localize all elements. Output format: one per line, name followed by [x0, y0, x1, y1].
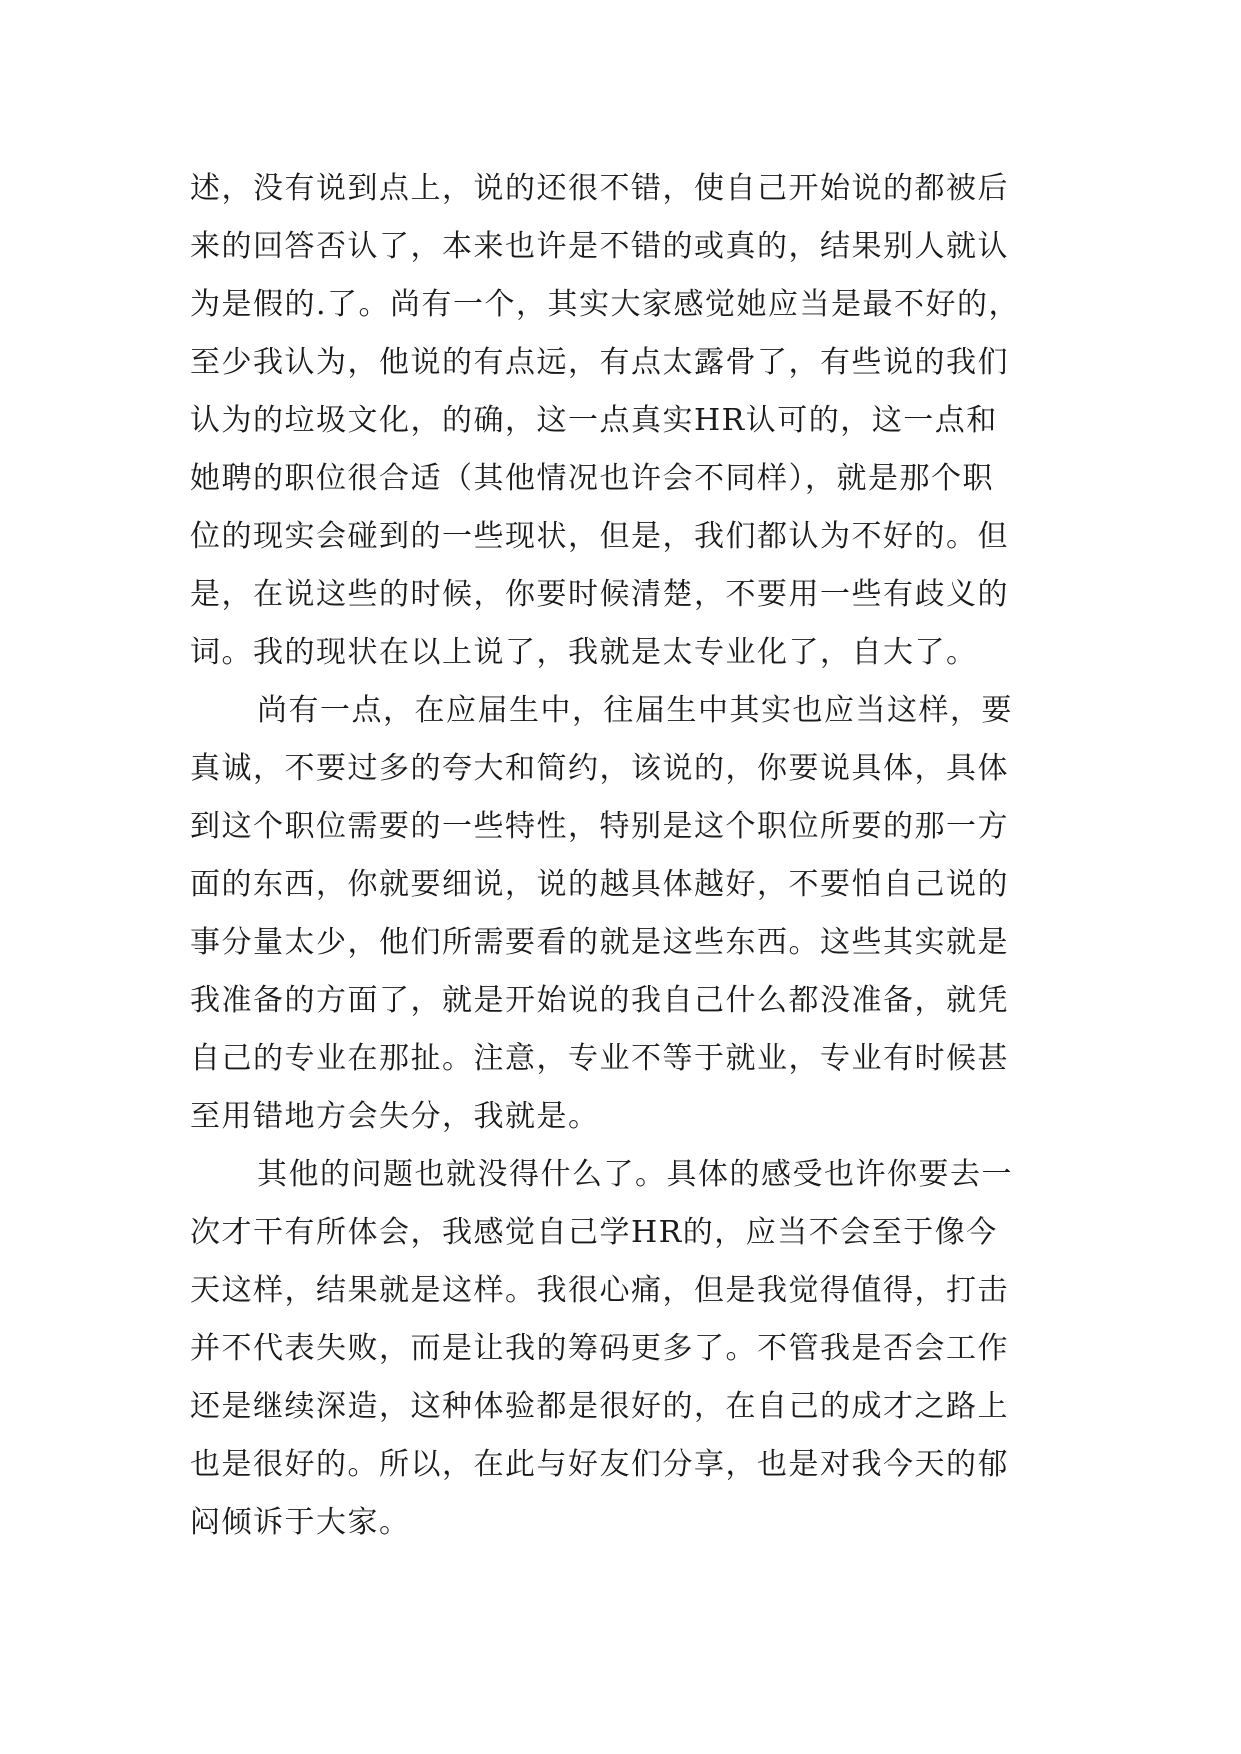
text-line: 到这个职位需要的一些特性，特别是这个职位所要的那一方 — [190, 809, 1009, 844]
text-line: 为是假的.了。尚有一个，其实大家感觉她应当是最不好的， — [190, 287, 1021, 322]
paragraph-3 — [190, 1146, 1070, 1552]
text-line: 来的回答否认了，本来也许是不错的或真的，结果别人就认 — [190, 229, 1009, 264]
text-line: 面的东西，你就要细说，说的越具体越好，不要怕自己说的 — [190, 867, 1009, 902]
text-line: 位的现实会碰到的一些现状，但是，我们都认为不好的。但 — [190, 519, 1009, 554]
text-line: 词。我的现状在以上说了，我就是太专业化了，自大了。 — [190, 635, 978, 670]
text-line: 也是很好的。所以，在此与好友们分享，也是对我今天的郁 — [190, 1447, 1009, 1482]
text-line: 次才干有所体会，我感觉自己学HR的，应当不会至于像今 — [190, 1215, 998, 1250]
text-line: 自己的专业在那扯。注意，专业不等于就业，专业有时候甚 — [190, 1041, 1009, 1076]
paragraph-1 — [190, 160, 1070, 682]
text-line: 还是继续深造，这种体验都是很好的，在自己的成才之路上 — [190, 1389, 1009, 1424]
text-line: 天这样，结果就是这样。我很心痛，但是我觉得值得，打击 — [190, 1273, 1009, 1308]
paragraph-2 — [190, 682, 1070, 1146]
text-line: 其他的问题也就没得什么了。具体的感受也许你要去一 — [257, 1157, 1013, 1192]
text-line: 尚有一点，在应届生中，往届生中其实也应当这样，要 — [257, 693, 1013, 728]
text-line: 事分量太少，他们所需要看的就是这些东西。这些其实就是 — [190, 925, 1009, 960]
text-line: 真诚，不要过多的夸大和简约，该说的，你要说具体，具体 — [190, 751, 1009, 786]
text-line: 至少我认为，他说的有点远，有点太露骨了，有些说的我们 — [190, 345, 1009, 380]
text-line: 闷倾诉于大家。 — [190, 1505, 411, 1540]
text-line: 认为的垃圾文化，的确，这一点真实HR认可的，这一点和 — [190, 403, 998, 438]
text-line: 是，在说这些的时候，你要时候清楚，不要用一些有歧义的 — [190, 577, 1009, 612]
text-line: 并不代表失败，而是让我的筹码更多了。不管我是否会工作 — [190, 1331, 1009, 1366]
text-line: 我准备的方面了，就是开始说的我自己什么都没准备，就凭 — [190, 983, 1009, 1018]
body-text — [190, 160, 1070, 1552]
text-line: 述，没有说到点上，说的还很不错，使自己开始说的都被后 — [190, 171, 1009, 206]
text-line: 她聘的职位很合适（其他情况也许会不同样），就是那个职 — [190, 461, 994, 496]
text-line: 至用错地方会失分，我就是。 — [190, 1099, 600, 1134]
